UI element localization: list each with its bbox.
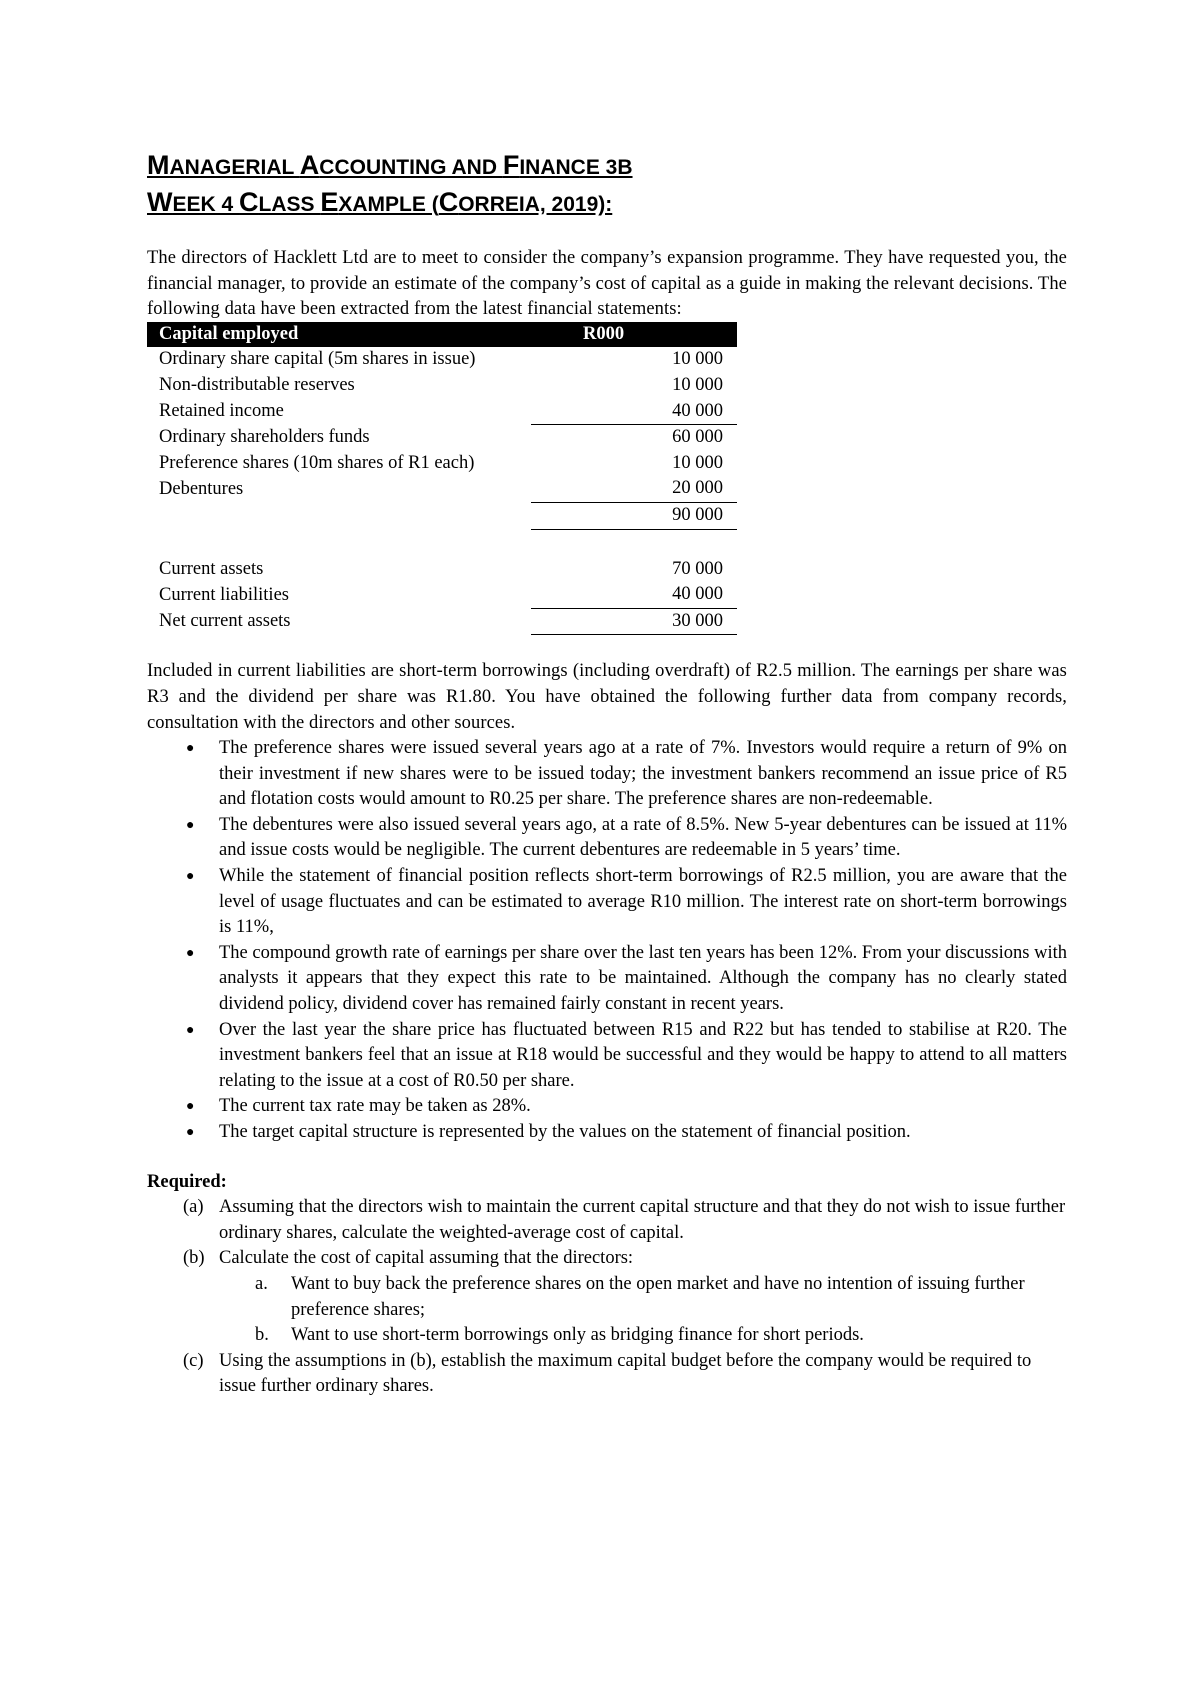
item-text: Assuming that the directors wish to maintain the current capital structure and that they do not wish to issue further ordinary shares, calculate the weighted-average cost of capital.	[219, 1197, 1066, 1243]
row-label: Preference shares (10m shares of R1 each)	[159, 452, 475, 473]
row-value: 40 000	[531, 399, 737, 425]
table-header-label: Capital employed	[147, 322, 531, 348]
list-item: ● The current tax rate may be taken as 28%.	[147, 1094, 1067, 1120]
item-marker: (b)	[183, 1248, 205, 1269]
item-marker: (a)	[183, 1197, 204, 1218]
document-content	[147, 148, 1067, 1400]
table-row	[147, 347, 737, 373]
sub-item	[219, 1323, 1067, 1349]
table-row	[147, 582, 737, 608]
table-header-row	[147, 322, 737, 348]
bullet-icon: ●	[186, 1099, 195, 1115]
bullet-icon: ●	[186, 1125, 195, 1140]
item-marker: (c)	[183, 1350, 204, 1371]
document-title-line-2: WEEK 4 CLASS EXAMPLE (CORREIA, 2019):	[147, 187, 613, 217]
data-paragraph: Included in current liabilities are short-term borrowings (including overdraft) of R2.5 million. The earnings per share was R3 and the dividend per share was R1.80. You have obtained the following further data from company records, consultation with the directors and other sources.	[147, 661, 1067, 733]
row-value: 10 000	[672, 452, 723, 473]
required-item-b	[147, 1246, 1067, 1348]
bullet-list	[147, 736, 1067, 1146]
row-value: 10 000	[672, 349, 723, 370]
item-text: Using the assumptions in (b), establish the maximum capital budget before the company would be required to issue further ordinary shares.	[219, 1350, 1032, 1397]
row-value-total: 90 000	[531, 502, 737, 529]
list-item: ● The debentures were also issued several years ago, at a rate of 8.5%. New 5-year debentures can be issued at 11% and issue costs would be negligible. The current debentures are redeemable in 5 years’ time.	[186, 814, 1067, 861]
list-item: ● The target capital structure is represented by the values on the statement of financial position.	[147, 1120, 1067, 1146]
row-label: Net current assets	[159, 611, 291, 632]
row-value: 20 000	[531, 476, 737, 502]
required-heading: Required:	[147, 1171, 227, 1192]
bullet-icon: ●	[186, 869, 195, 885]
list-item: ● While the statement of financial position reflects short-term borrowings of R2.5 million, you are aware that the level of usage fluctuates and can be estimated to average R10 million. The interest rate on short-term borrowings is 11%,	[186, 866, 1067, 938]
row-label: Current liabilities	[159, 584, 289, 605]
bullet-icon: ●	[186, 945, 195, 961]
table-row-total	[147, 608, 737, 635]
sub-item-text: Want to use short-term borrowings only as bridging finance for short periods.	[291, 1325, 864, 1346]
row-label: Ordinary share capital (5m shares in issue)	[159, 349, 476, 370]
list-item: ● The compound growth rate of earnings per share over the last ten years has been 12%. From your discussions with analysts it appears that they expect this rate to be maintained. Although the company has no clearly stated dividend policy, dividend cover has remained fairly constant in recent years.	[186, 942, 1067, 1015]
row-label: Current assets	[159, 558, 264, 579]
list-item: ● Over the last year the share price has fluctuated between R15 and R22 but has tended to stabilise at R20. The investment bankers feel that an issue at R18 would be successful and they would be happy to attend to all matters relating to the issue at a cost of R0.50 per share.	[186, 1019, 1067, 1091]
table-row	[147, 557, 737, 583]
row-value: 70 000	[672, 558, 723, 579]
bullet-icon: ●	[186, 817, 195, 833]
intro-paragraph: The directors of Hacklett Ltd are to meet to consider the company’s expansion programme. They have requested you, the financial manager, to provide an estimate of the company’s cost of capital as a guide in making the relevant decisions. The following data have been extracted from the latest financial statements:	[147, 248, 1067, 320]
table-spacer-row	[147, 529, 737, 557]
table-row	[147, 373, 737, 399]
table-row	[147, 425, 737, 451]
document-title-line-1: MANAGERIAL ACCOUNTING AND FINANCE 3B	[147, 150, 633, 180]
capital-employed-table	[147, 322, 737, 636]
table-row	[147, 476, 737, 502]
bullet-icon: ●	[186, 1022, 195, 1038]
sub-item	[219, 1272, 1067, 1323]
row-label: Retained income	[159, 401, 284, 422]
sub-item-marker: a.	[255, 1273, 268, 1294]
required-sub-list	[219, 1272, 1067, 1349]
sub-item-text: Want to buy back the preference shares on the open market and have no intention of issuing further preference shares;	[291, 1273, 1025, 1320]
row-value-total: 30 000	[531, 608, 737, 635]
row-value: 40 000	[531, 582, 737, 608]
row-value: 10 000	[672, 374, 723, 395]
row-label: Non-distributable reserves	[159, 374, 355, 395]
table-row-total	[147, 502, 737, 529]
row-value: 60 000	[672, 427, 723, 448]
list-item: ● The preference shares were issued several years ago at a rate of 7%. Investors would require a return of 9% on their investment if new shares were to be issued today; the investment bankers recommend an issue price of R5 and flotation costs would amount to R0.25 per share. The preference shares are non-redeemable.	[186, 738, 1067, 810]
table-row	[147, 451, 737, 477]
table-row	[147, 399, 737, 425]
required-item-a	[147, 1195, 1067, 1246]
row-label	[147, 502, 531, 529]
required-item-c	[147, 1349, 1067, 1400]
required-list	[147, 1195, 1067, 1400]
item-text: Calculate the cost of capital assuming that the directors:	[219, 1248, 634, 1269]
bullet-icon: ●	[186, 741, 195, 757]
row-label: Ordinary shareholders funds	[159, 427, 370, 448]
row-label: Debentures	[159, 478, 244, 499]
table-header-unit: R000	[531, 322, 737, 348]
sub-item-marker: b.	[255, 1325, 269, 1346]
